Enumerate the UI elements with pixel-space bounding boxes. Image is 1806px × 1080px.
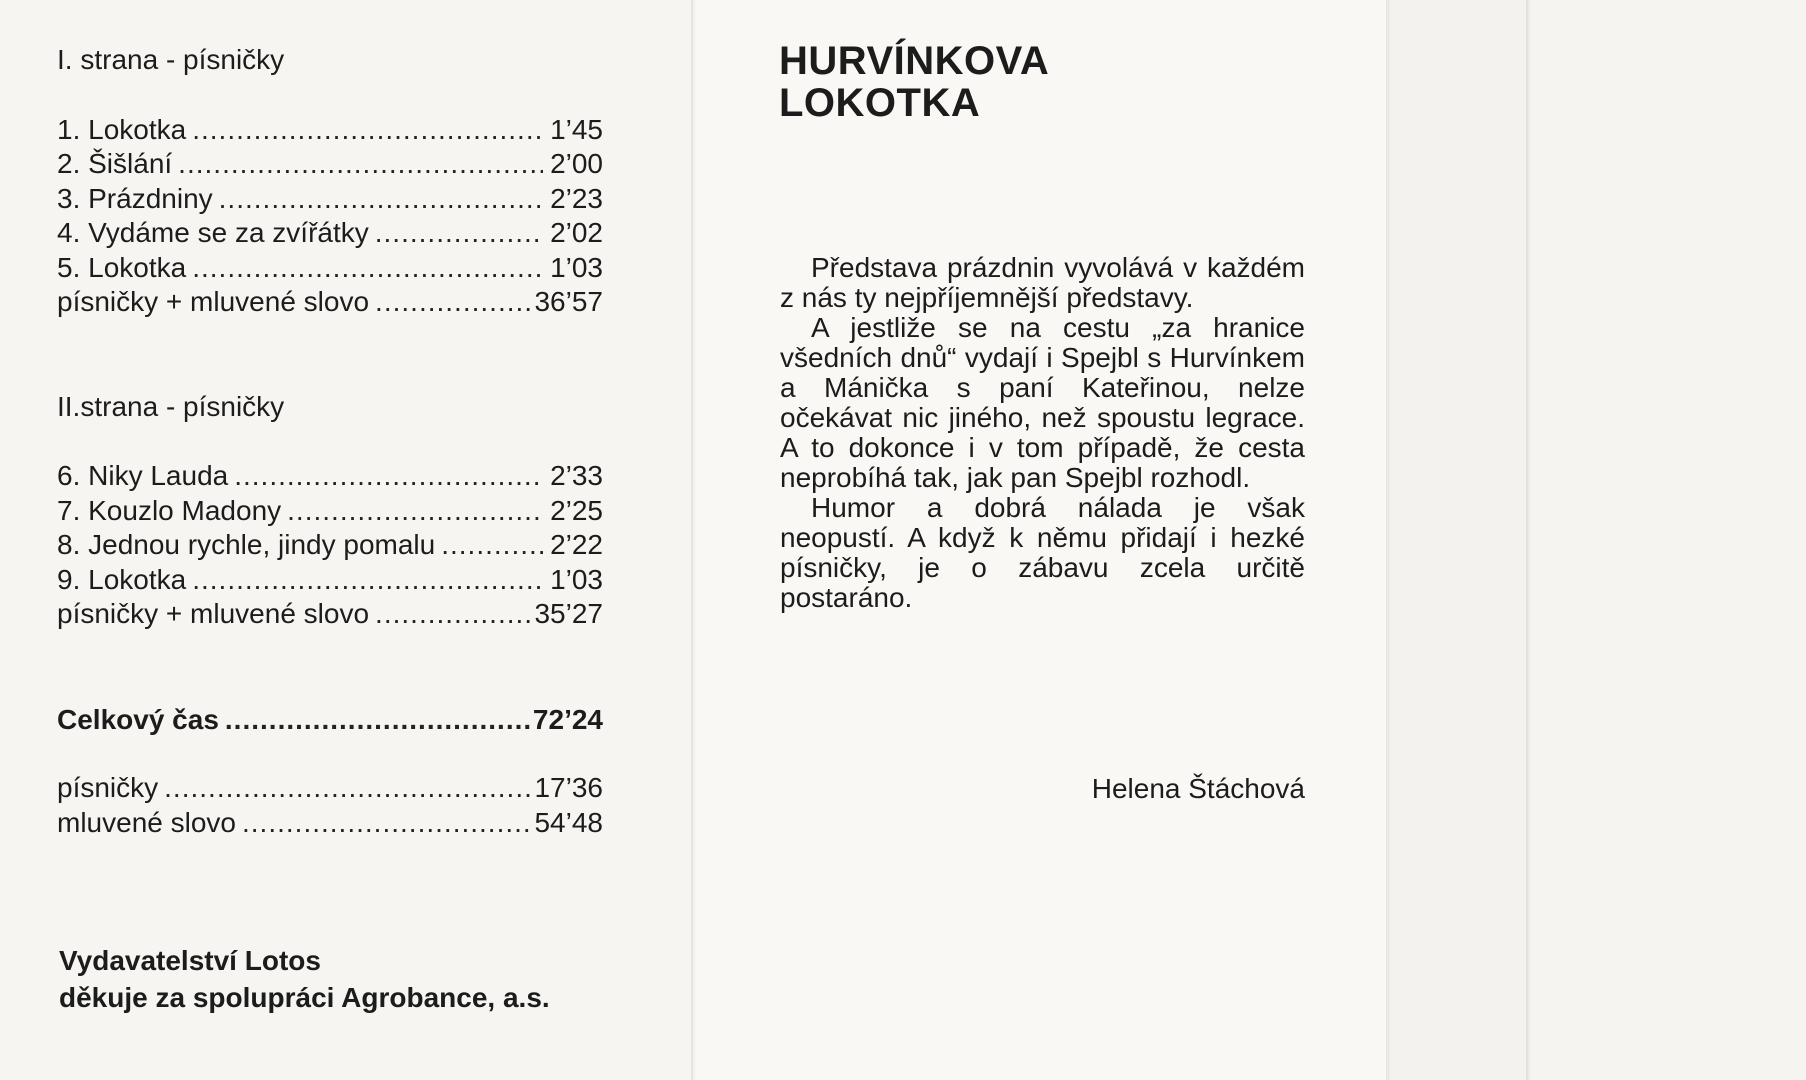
- title-line-1: HURVÍNKOVA: [779, 39, 1050, 83]
- track-row: [57, 528, 603, 563]
- track-name: 8. Jednou rychle, jindy pomalu: [57, 529, 436, 560]
- track-row: [57, 459, 603, 494]
- leader-dots: [219, 703, 533, 738]
- leader-dots: [228, 459, 543, 494]
- leader-dots: [186, 113, 543, 148]
- total-time: 72’24: [532, 703, 603, 735]
- track-name: 9. Lokotka: [57, 563, 187, 595]
- subtotal-label: písničky + mluvené slovo: [57, 598, 370, 629]
- side-a-subtotal-row: [57, 285, 603, 320]
- leader-dots: [158, 771, 534, 806]
- leader-dots: [236, 806, 535, 841]
- side-b-subtotal-row: [57, 597, 603, 632]
- track-time: 1’45: [550, 113, 603, 145]
- songs-time: 17’36: [534, 772, 603, 803]
- track-time: 2’22: [550, 529, 603, 560]
- side-b-heading: II.strana - písničky: [57, 390, 285, 422]
- track-row: [57, 563, 603, 598]
- track-name: 2. Šišlání: [57, 148, 173, 179]
- right-panel: [1528, 0, 1806, 1080]
- total-time-row: [57, 703, 603, 738]
- subtotal-time: 35’27: [534, 598, 603, 629]
- subtotal-label: písničky + mluvené slovo: [57, 286, 370, 317]
- leader-dots: [213, 182, 543, 217]
- leader-dots: [172, 147, 543, 182]
- songs-time-row: [57, 771, 603, 806]
- paragraph: A jestliže se na cestu „za hranice všedních dnů“ vydají i Spejbl s Hurvínkem a Mánička s paní Kateřinou, nelze očekávat nic jiného, než spoustu legrace. A to dokonce i v tom případě, že cesta neprobíhá tak, jak pan Spejbl rozhodl.: [780, 312, 1305, 493]
- track-row: [57, 147, 603, 182]
- leader-dots: [435, 528, 543, 563]
- track-listing: [57, 43, 603, 840]
- track-name: 7. Kouzlo Madony: [57, 494, 282, 526]
- songs-label: písničky: [57, 772, 159, 803]
- leader-dots: [369, 597, 534, 632]
- track-row: [57, 113, 603, 148]
- track-time: 1’03: [550, 563, 603, 595]
- subtotal-time: 36’57: [534, 286, 603, 317]
- title-line-2: LOKOTKA: [779, 81, 981, 125]
- track-time: 2’33: [550, 460, 603, 491]
- spoken-time: 54’48: [534, 806, 603, 838]
- side-a-heading: I. strana - písničky: [57, 44, 285, 75]
- leader-dots: [186, 563, 543, 598]
- liner-notes: [780, 253, 1305, 613]
- track-time: 2’00: [550, 148, 603, 179]
- paragraph: Humor a dobrá nálada je však neopustí. A když k němu přidají i hezké písničky, je o zábavu zcela určitě postaráno.: [780, 492, 1305, 613]
- fold-crease: [1386, 0, 1392, 1080]
- track-time: 2’23: [550, 182, 603, 214]
- publisher-name: Vydavatelství Lotos: [59, 945, 321, 976]
- total-label: Celkový čas: [57, 703, 219, 735]
- leader-dots: [369, 285, 534, 320]
- track-time: 2’25: [550, 494, 603, 526]
- track-time: 2’02: [550, 217, 603, 248]
- leader-dots: [186, 251, 543, 286]
- track-row: [57, 494, 603, 529]
- paragraph: Představa prázdnin vyvolává v každém z nás ty nejpříjemnější představy.: [780, 252, 1305, 313]
- publisher-credits: [59, 942, 550, 1016]
- leader-dots: [369, 216, 543, 251]
- author-signature: Helena Štáchová: [1091, 773, 1305, 804]
- spoken-label: mluvené slovo: [57, 806, 236, 838]
- track-name: 1. Lokotka: [57, 113, 187, 145]
- leader-dots: [281, 494, 543, 529]
- track-time: 1’03: [550, 251, 603, 283]
- fold-crease: [691, 0, 697, 1080]
- sponsor-thanks: děkuje za spolupráci Agrobance, a.s.: [59, 982, 550, 1013]
- track-name: 6. Niky Lauda: [57, 460, 229, 491]
- spoken-time-row: [57, 806, 603, 841]
- track-row: [57, 182, 603, 217]
- track-row: [57, 216, 603, 251]
- track-row: [57, 251, 603, 286]
- track-name: 4. Vydáme se za zvířátky: [57, 217, 369, 248]
- track-name: 3. Prázdniny: [57, 182, 213, 214]
- narrow-fold-panel: [1388, 0, 1528, 1080]
- fold-crease: [1526, 0, 1532, 1080]
- track-name: 5. Lokotka: [57, 251, 187, 283]
- album-title: [779, 40, 1049, 124]
